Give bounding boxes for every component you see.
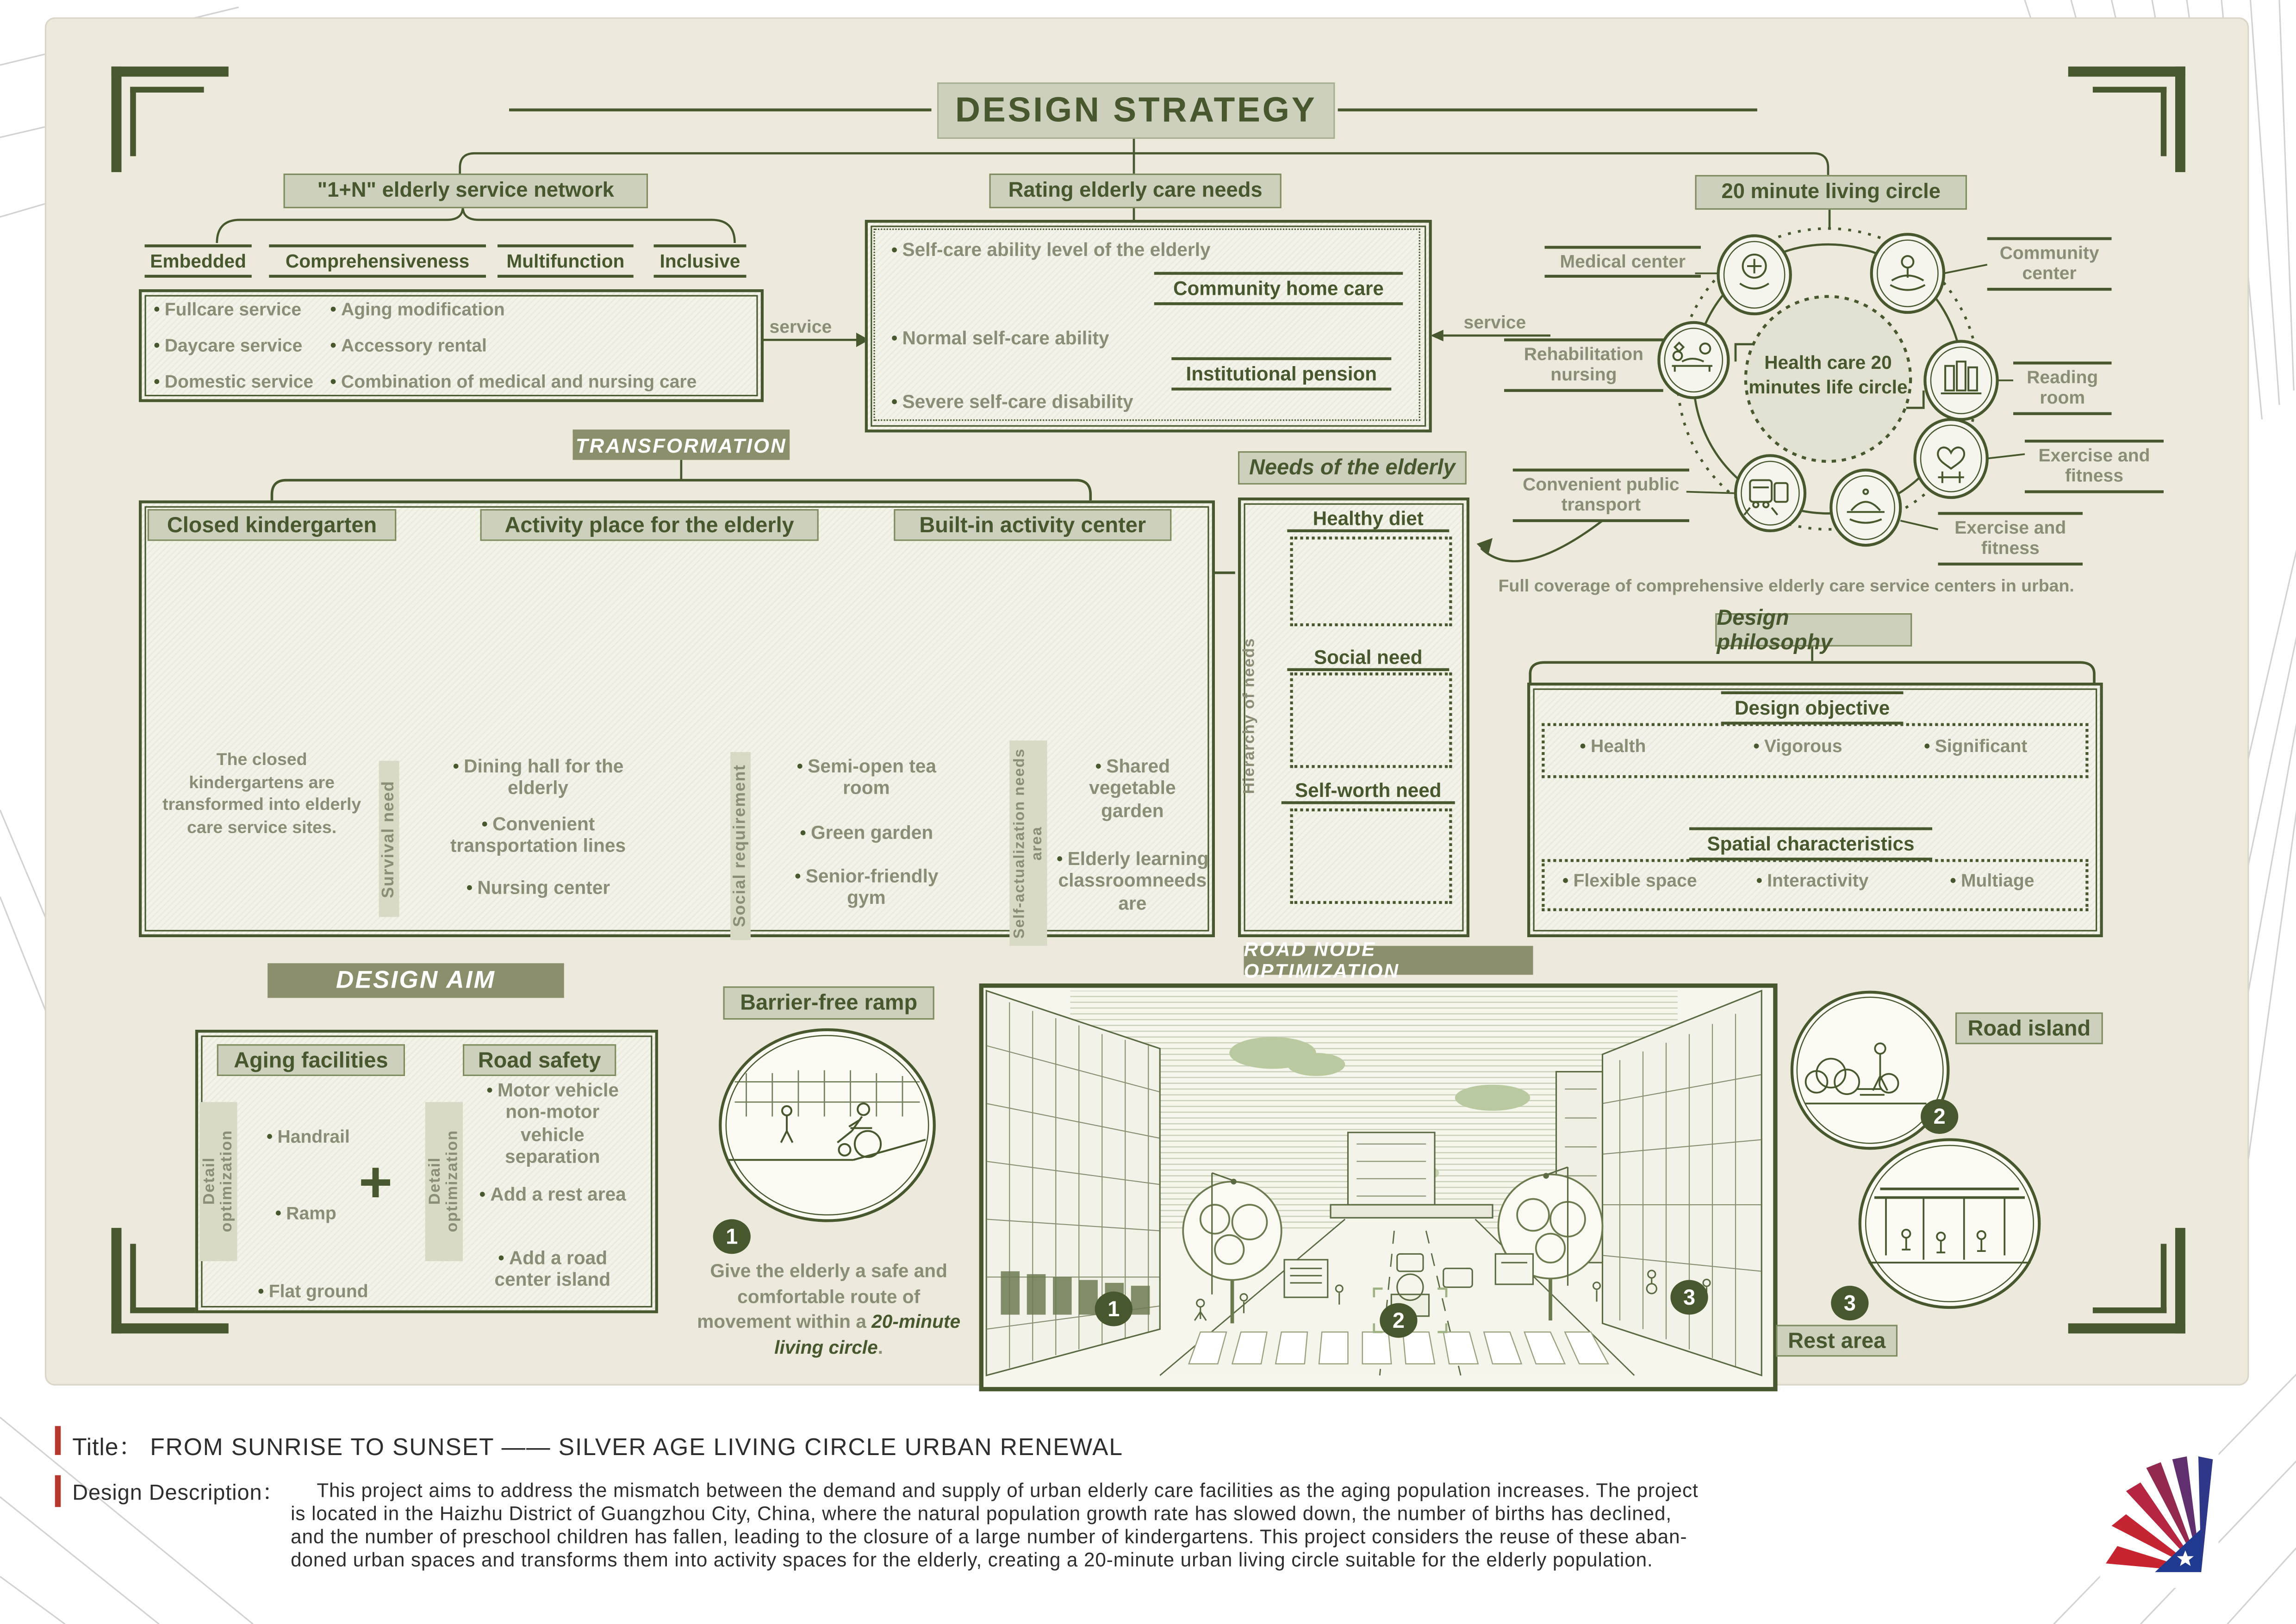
stage-built-in-center: Built-in activity center [894,509,1171,541]
rest-area-badge: 3 [1831,1286,1868,1320]
kindergarten-note: The closed kindergartens are transformed into elderly care service sites. [162,749,361,840]
objective-item: ● Significant [1923,736,2027,758]
design-aim-heading: DESIGN AIM [268,963,564,998]
list-item: ● Senior-friendly gym [781,865,952,909]
service-item: ● Fullcare service [153,299,327,321]
ramp-caption [691,1258,966,1360]
label-exercise-fitness-bottom: Exercise and fitness [1938,512,2083,565]
list-item: ● Nursing center [437,877,640,899]
hierarchy-axis-label: Hierarchy of needs [1241,608,1258,825]
ramp-caption-bold: 20-minute living circle [774,1311,960,1358]
safety-item: ● Add a road center island [477,1247,628,1291]
street-badge-1: 1 [1095,1292,1132,1326]
service-item: ● Combination of medical and nursing care [330,372,755,393]
network-heading: "1+N" elderly service network [284,174,648,208]
footer-title-line [72,1427,1123,1462]
rating-level-3: ● Severe self-care disability [891,391,1238,413]
spatial-item: ● Multiage [1950,871,2035,892]
footer-desc-line-2: is located in the Haizhu District of Guangzhou City, China, where the natural population growth rate has slowed down, the number of births has declined, [291,1503,2142,1524]
service-item: ● Aging modification [330,299,619,321]
center-line-1: Health care 20 [1764,351,1892,373]
street-badge-3: 3 [1670,1280,1708,1315]
road-island-badge: 2 [1921,1099,1958,1134]
road-node-heading: ROAD NODE OPTIMIZATION [1244,946,1533,975]
service-item: ● Accessory rental [330,336,619,357]
need-self-worth: Self-worth need [1282,779,1455,804]
label-reading-room: Reading room [2013,361,2112,415]
category-inclusive: Inclusive [654,244,747,278]
facility-item: ● Handrail [266,1126,350,1148]
social-need-icon-box [1290,672,1452,768]
label-convenient-public-transport: Convenient public transport [1513,469,1689,522]
axis-survival-need: Survival need [379,761,399,917]
detail-optimization-left: Detail optimization [199,1102,237,1261]
description-accent-bar [55,1475,61,1507]
competition-logo [2100,1450,2219,1588]
road-island-heading: Road island [1955,1013,2103,1045]
axis-self-actualization: Self-actualization needs area [1009,740,1047,946]
street-scene-frame [979,983,1778,1391]
safety-item: ● Add a rest area [477,1183,628,1205]
self-worth-icon-box [1290,809,1452,904]
footer-desc-line-3: and the number of preschool children has fallen, leading to the closure of a large number of kindergartens. This project considers the reuse of these aban- [291,1526,2142,1548]
service-label-right: service [1464,312,1526,333]
rating-level-1: ● Self-care ability level of the elderly [891,239,1296,261]
label-rehabilitation-nursing: Rehabilitation nursing [1504,338,1663,392]
spatial-item: ● Interactivity [1756,871,1869,892]
center-line-2: minutes life circle [1748,376,1907,398]
footer-desc-line-4: doned urban spaces and transforms them into activity spaces for the elderly, creating a 20-minute urban living circle suitable for the elderly population. [291,1549,2142,1571]
label-exercise-fitness-right: Exercise and fitness [2025,440,2164,493]
label-community-center: Community center [1987,237,2112,291]
facility-item: ● Flat ground [257,1282,368,1303]
transformation-box [139,500,1215,937]
footer-desc-line-1: This project aims to address the mismatch between the demand and supply of urban elderly care facilities as the aging population increases. The project [317,1480,2139,1501]
safety-item: ● Motor vehicle non-motor vehicle separation [472,1079,634,1168]
spatial-characteristics-title: Spatial characteristics [1689,828,1932,861]
category-comprehensiveness: Comprehensiveness [269,244,486,278]
philosophy-heading: Design philosophy [1715,613,1912,647]
rating-care-institutional: Institutional pension [1171,357,1391,391]
footer-title-label: Title： [72,1435,143,1461]
design-objective-title: Design objective [1721,691,1904,725]
detail-optimization-right: Detail optimization [425,1102,463,1261]
category-embedded: Embedded [145,244,252,278]
list-item: ● Dining hall for the elderly [437,755,640,799]
service-item: ● Domestic service [153,372,341,393]
rating-care-community: Community home care [1154,272,1403,305]
living-circle-caption: Full coverage of comprehensive elderly care service centers in urban. [1499,576,2149,596]
rating-heading: Rating elderly care needs [989,174,1282,208]
page-title: DESIGN STRATEGY [937,82,1335,139]
aging-facilities-title: Aging facilities [217,1044,405,1076]
stage-closed-kindergarten: Closed kindergarten [148,509,397,541]
healthy-diet-icon-box [1290,536,1452,626]
axis-social-requirement: Social requirement [730,752,751,940]
rating-level-2: ● Normal self-care ability [891,327,1238,349]
plus-sign: + [359,1151,392,1217]
title-accent-bar [55,1426,61,1455]
list-item: ● Semi-open tea room [781,755,952,799]
footer-title-text: FROM SUNRISE TO SUNSET —— SILVER AGE LIVING CIRCLE URBAN RENEWAL [150,1435,1123,1461]
category-multifunction: Multifunction [498,244,634,278]
rest-area-heading: Rest area [1776,1325,1898,1357]
list-item: ● Convenient transportation lines [437,813,640,857]
need-healthy-diet: Healthy diet [1287,508,1449,532]
living-circle-heading: 20 minute living circle [1695,175,1967,210]
barrier-free-ramp-illustration [720,1030,934,1221]
street-badge-2: 2 [1380,1303,1417,1338]
stage-activity-place: Activity place for the elderly [480,509,819,541]
barrier-free-ramp-heading: Barrier-free ramp [723,986,934,1020]
spatial-item: ● Flexible space [1562,871,1697,892]
service-item: ● Daycare service [153,336,327,357]
service-label-left: service [770,317,832,337]
needs-heading: Needs of the elderly [1238,451,1467,485]
list-item: ● Green garden [781,821,952,844]
need-social: Social need [1287,647,1449,671]
living-circle-center-text [1744,351,1912,400]
facility-item: ● Ramp [275,1203,336,1225]
objective-item: ● Vigorous [1753,736,1842,758]
label-medical-center: Medical center [1545,246,1701,278]
objective-item: ● Health [1580,736,1646,758]
ramp-caption-period: . [878,1336,883,1357]
ramp-caption-text: Give the elderly a safe and comfortable route of movement within a [697,1260,947,1332]
list-item: ● Shared vegetable garden [1056,755,1209,821]
footer-desc-label: Design Description： [72,1477,284,1507]
badge-1: 1 [713,1219,751,1254]
list-item: ● Elderly learning classroomneeds are [1056,847,1209,914]
road-safety-title: Road safety [463,1044,616,1076]
transformation-heading: TRANSFORMATION [573,429,790,460]
